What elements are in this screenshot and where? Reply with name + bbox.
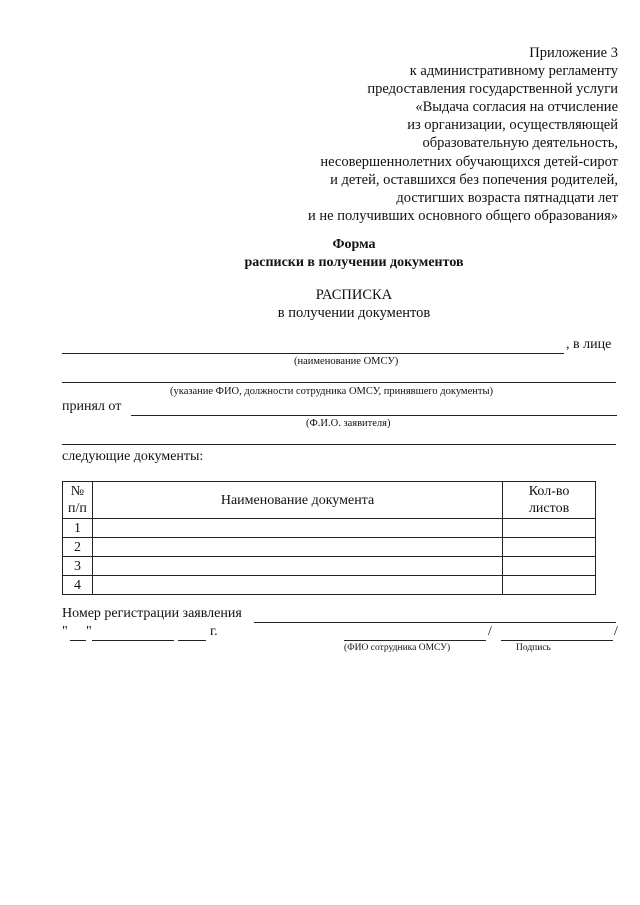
row-num: 4 xyxy=(63,576,93,595)
employee-name-field[interactable] xyxy=(344,640,486,641)
appendix-line: несовершеннолетних обучающихся детей-сирот xyxy=(320,153,618,170)
form-title-line2: расписки в получении документов xyxy=(244,255,464,270)
employee-caption: (указание ФИО, должности сотрудника ОМСУ, принявшего документы) xyxy=(170,386,493,397)
employee-field[interactable] xyxy=(62,382,616,383)
appendix-line: и детей, оставшихся без попечения родителей, xyxy=(330,171,618,188)
registration-label: Номер регистрации заявления xyxy=(62,606,242,621)
row-name-cell[interactable] xyxy=(92,519,502,538)
header-name: Наименование документа xyxy=(92,482,502,519)
omsu-caption: (наименование ОМСУ) xyxy=(294,356,399,367)
date-open-quote: " xyxy=(62,624,68,639)
appendix-line: образовательную деятельность, xyxy=(422,135,618,152)
row-name-cell[interactable] xyxy=(92,557,502,576)
date-month-field[interactable] xyxy=(92,640,174,641)
applicant-field[interactable] xyxy=(131,415,617,416)
receipt-title-main: РАСПИСКА xyxy=(315,287,393,303)
table-row xyxy=(63,576,596,595)
row-count-cell[interactable] xyxy=(503,576,596,595)
row-num: 3 xyxy=(63,557,93,576)
registration-number-field[interactable] xyxy=(254,622,616,623)
row-count-cell[interactable] xyxy=(503,538,596,557)
row-num: 2 xyxy=(63,538,93,557)
receipt-title-sub: в получении документов xyxy=(277,305,431,321)
year-suffix: г. xyxy=(210,624,218,639)
signature-field[interactable] xyxy=(501,640,613,641)
omsu-name-field[interactable] xyxy=(62,353,564,354)
table-row xyxy=(63,538,596,557)
appendix-line: и не получивших основного общего образования» xyxy=(307,207,618,224)
accepted-from-label: принял от xyxy=(62,399,122,414)
following-docs-label: следующие документы: xyxy=(62,449,204,464)
date-close-quote: " xyxy=(86,624,92,639)
table-row xyxy=(63,557,596,576)
in-person-label: , в лице xyxy=(566,337,612,352)
employee-name-caption: (ФИО сотрудника ОМСУ) xyxy=(344,643,451,653)
appendix-line: «Выдача согласия на отчисление xyxy=(415,99,618,116)
row-count-cell[interactable] xyxy=(503,519,596,538)
date-year-field[interactable] xyxy=(178,640,206,641)
form-title xyxy=(0,236,640,272)
slash-separator: / xyxy=(614,624,618,639)
appendix-line: к административному регламенту xyxy=(409,63,618,80)
header-count xyxy=(503,482,596,519)
applicant-field-continued[interactable] xyxy=(62,444,616,445)
receipt-title xyxy=(0,286,640,322)
appendix-line: Приложение 3 xyxy=(529,45,618,61)
appendix-header xyxy=(308,44,618,225)
header-count-line1: Кол-во xyxy=(528,484,570,499)
applicant-caption: (Ф.И.О. заявителя) xyxy=(306,418,391,429)
header-num xyxy=(63,482,93,519)
signature-caption: Подпись xyxy=(516,643,551,653)
row-name-cell[interactable] xyxy=(92,538,502,557)
form-title-line1: Форма xyxy=(332,237,376,252)
header-num-line1: № xyxy=(70,484,85,499)
header-count-line2: листов xyxy=(528,501,570,516)
row-name-cell[interactable] xyxy=(92,576,502,595)
table-row xyxy=(63,519,596,538)
table-header-row xyxy=(63,482,596,519)
documents-table xyxy=(62,481,596,595)
appendix-line: из организации, осуществляющей xyxy=(407,117,618,134)
slash-separator: / xyxy=(488,624,492,639)
date-day-field[interactable] xyxy=(70,640,86,641)
header-num-line2: п/п xyxy=(68,501,87,516)
appendix-line: предоставления государственной услуги xyxy=(367,81,618,98)
row-num: 1 xyxy=(63,519,93,538)
row-count-cell[interactable] xyxy=(503,557,596,576)
appendix-line: достигших возраста пятнадцати лет xyxy=(396,189,618,206)
